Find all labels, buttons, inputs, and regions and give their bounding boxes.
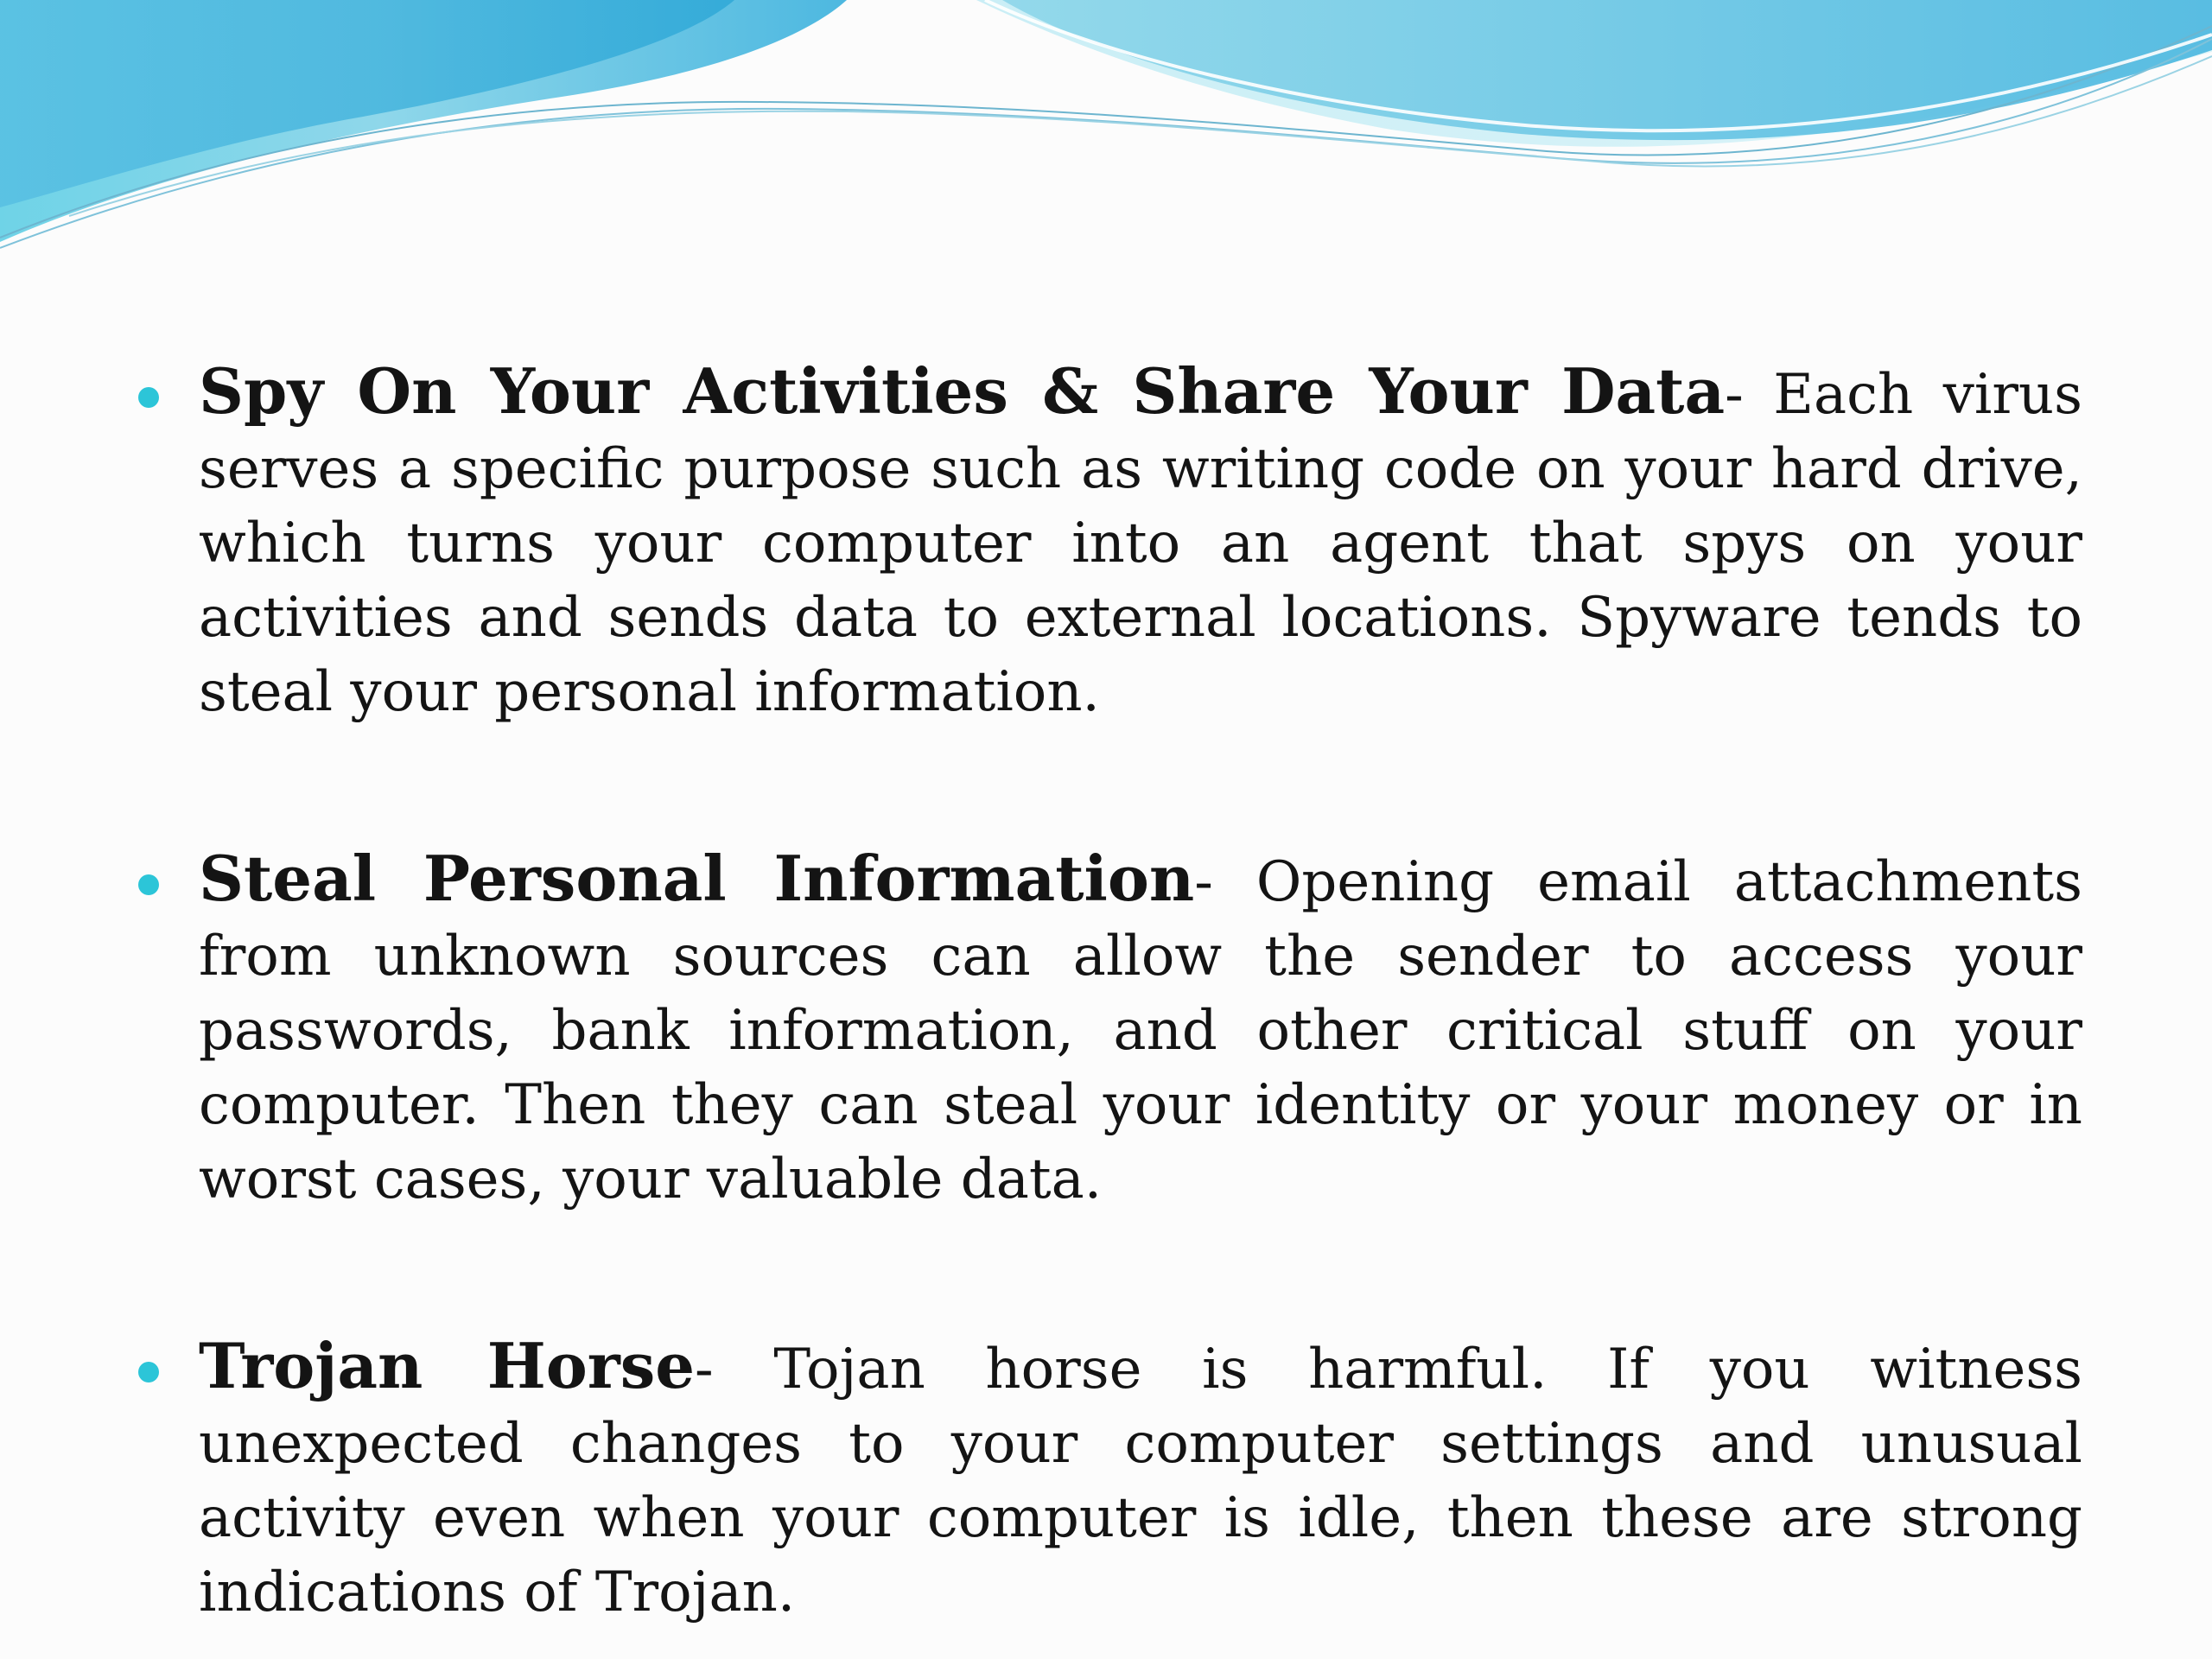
bullet-item-steal-personal-information — [138, 842, 2082, 1217]
bullet-item-spy-on-your-activities — [138, 354, 2082, 729]
bullet-separator: - — [1725, 363, 1744, 427]
bullet-text: Each virus serves a specific purpose such as writing code on your hard drive, which turns your computer into an agent that spys on your activities and sends data to external locations. Spyware tends to steal your personal information. — [199, 363, 2082, 724]
bullet-text: Tojan horse is harmful. If you witness unexpected changes to your computer settings and unusual activity even when your computer is idle, then these are strong indications of Trojan. — [199, 1338, 2082, 1624]
bullet-point-icon — [138, 387, 159, 408]
bullet-separator: - — [695, 1338, 714, 1402]
bullet-item-trojan-horse — [138, 1329, 2082, 1630]
bullet-point-icon — [138, 874, 159, 895]
bullet-text: Opening email attachments from unknown sources can allow the sender to access your passwords, bank information, and other critical stuff on your computer. Then they can steal your identity or your money or in worst cases, your valuable data. — [199, 850, 2082, 1211]
bullet-list — [138, 354, 2082, 1630]
bullet-title: Trojan Horse — [199, 1329, 696, 1402]
bullet-title: Spy On Your Activities & Share Your Data — [199, 354, 1726, 428]
bullet-title: Steal Personal Information — [199, 842, 1195, 915]
header-wave-graphic — [0, 0, 2212, 259]
bullet-separator: - — [1194, 850, 1213, 914]
bullet-point-icon — [138, 1362, 159, 1382]
